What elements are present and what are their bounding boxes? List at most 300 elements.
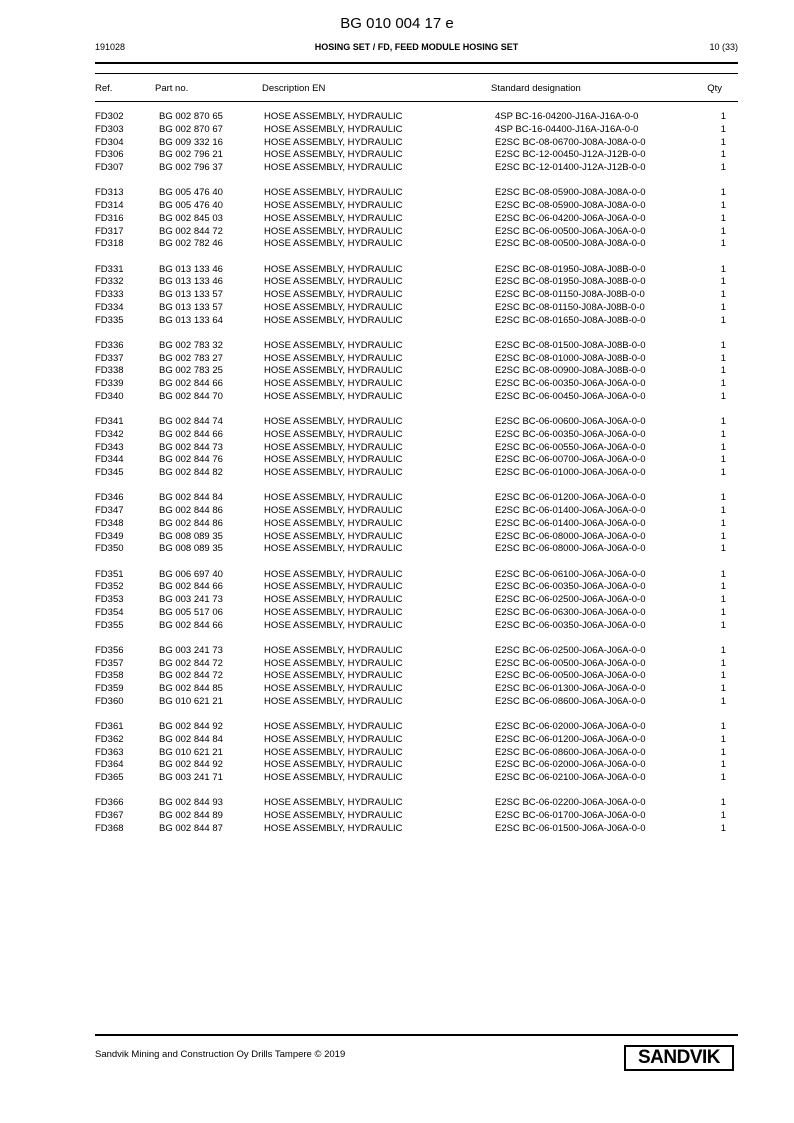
qty-cell: 1 xyxy=(720,149,726,161)
part-number-cell: BG 005 517 06 xyxy=(159,606,223,618)
description-cell: HOSE ASSEMBLY, HYDRAULIC xyxy=(264,492,403,504)
qty-cell: 1 xyxy=(720,365,726,377)
part-number-cell: BG 002 844 82 xyxy=(159,467,223,478)
column-header-top-rule xyxy=(95,73,738,74)
part-number-cell: BG 003 241 73 xyxy=(159,644,223,656)
row-group xyxy=(95,797,738,835)
qty-cell: 1 xyxy=(720,339,726,351)
ref-cell: FD362 xyxy=(95,733,124,745)
sandvik-logo: SANDVIK xyxy=(624,1045,734,1071)
description-cell: HOSE ASSEMBLY, HYDRAULIC xyxy=(264,314,403,326)
description-cell: HOSE ASSEMBLY, HYDRAULIC xyxy=(264,657,403,669)
ref-cell: FD336 xyxy=(95,339,124,351)
description-cell: HOSE ASSEMBLY, HYDRAULIC xyxy=(264,467,403,478)
ref-cell: FD345 xyxy=(95,467,124,478)
part-number-cell: BG 002 844 72 xyxy=(159,657,223,669)
ref-cell: FD364 xyxy=(95,759,124,771)
standard-designation-cell: E2SC BC-08-01950-J08A-J08B-0-0 xyxy=(495,276,646,288)
table-row xyxy=(95,594,738,607)
standard-designation-cell: E2SC BC-06-02000-J06A-J06A-0-0 xyxy=(495,721,646,732)
standard-designation-cell: E2SC BC-06-00350-J06A-J06A-0-0 xyxy=(495,581,646,593)
part-number-cell: BG 002 844 76 xyxy=(159,454,223,466)
description-cell: HOSE ASSEMBLY, HYDRAULIC xyxy=(264,200,403,211)
qty-cell: 1 xyxy=(720,619,726,631)
ref-cell: FD353 xyxy=(95,594,124,605)
qty-cell: 1 xyxy=(720,136,726,148)
ref-cell: FD347 xyxy=(95,505,124,516)
table-row xyxy=(95,442,738,455)
part-number-cell: BG 002 844 84 xyxy=(159,492,223,504)
table-row xyxy=(95,187,738,200)
description-cell: HOSE ASSEMBLY, HYDRAULIC xyxy=(264,301,403,313)
description-cell: HOSE ASSEMBLY, HYDRAULIC xyxy=(264,339,403,351)
ref-cell: FD360 xyxy=(95,695,124,707)
standard-designation-cell: E2SC BC-12-01400-J12A-J12B-0-0 xyxy=(495,162,646,173)
ref-cell: FD368 xyxy=(95,822,124,834)
ref-cell: FD344 xyxy=(95,454,124,466)
part-number-cell: BG 002 870 67 xyxy=(159,123,223,135)
table-row xyxy=(95,365,738,378)
table-row xyxy=(95,149,738,162)
standard-designation-cell: E2SC BC-06-01200-J06A-J06A-0-0 xyxy=(495,492,646,504)
part-number-cell: BG 002 844 66 xyxy=(159,619,223,631)
ref-cell: FD337 xyxy=(95,352,124,364)
standard-designation-cell: E2SC BC-08-05900-J08A-J08A-0-0 xyxy=(495,200,646,211)
ref-cell: FD306 xyxy=(95,149,124,161)
standard-designation-cell: E2SC BC-08-01150-J08A-J08B-0-0 xyxy=(495,301,645,313)
qty-cell: 1 xyxy=(720,352,726,364)
qty-cell: 1 xyxy=(720,606,726,618)
part-number-cell: BG 002 844 86 xyxy=(159,517,223,529)
standard-designation-cell: E2SC BC-06-01400-J06A-J06A-0-0 xyxy=(495,517,646,529)
ref-cell: FD349 xyxy=(95,530,124,542)
part-number-cell: BG 002 844 87 xyxy=(159,822,223,834)
qty-cell: 1 xyxy=(720,530,726,542)
qty-cell: 1 xyxy=(720,644,726,656)
row-group xyxy=(95,569,738,633)
row-group xyxy=(95,264,738,328)
description-cell: HOSE ASSEMBLY, HYDRAULIC xyxy=(264,263,403,275)
description-cell: HOSE ASSEMBLY, HYDRAULIC xyxy=(264,378,403,389)
table-row xyxy=(95,467,738,480)
description-cell: HOSE ASSEMBLY, HYDRAULIC xyxy=(264,225,403,237)
qty-cell: 1 xyxy=(720,683,726,694)
part-number-cell: BG 006 697 40 xyxy=(159,568,223,580)
ref-cell: FD363 xyxy=(95,746,124,758)
standard-designation-cell: E2SC BC-06-00350-J06A-J06A-0-0 xyxy=(495,378,646,389)
standard-designation-cell: E2SC BC-06-00550-J06A-J06A-0-0 xyxy=(495,441,646,453)
description-cell: HOSE ASSEMBLY, HYDRAULIC xyxy=(264,810,403,821)
ref-cell: FD358 xyxy=(95,670,124,682)
description-cell: HOSE ASSEMBLY, HYDRAULIC xyxy=(264,276,403,288)
description-cell: HOSE ASSEMBLY, HYDRAULIC xyxy=(264,136,403,148)
qty-cell: 1 xyxy=(720,162,726,173)
qty-cell: 1 xyxy=(720,733,726,745)
qty-cell: 1 xyxy=(720,212,726,224)
qty-cell: 1 xyxy=(720,543,726,555)
row-group xyxy=(95,721,738,785)
qty-cell: 1 xyxy=(720,390,726,402)
description-cell: HOSE ASSEMBLY, HYDRAULIC xyxy=(264,517,403,529)
ref-cell: FD365 xyxy=(95,772,124,783)
standard-designation-cell: E2SC BC-06-06300-J06A-J06A-0-0 xyxy=(495,606,646,618)
part-number-cell: BG 002 844 74 xyxy=(159,416,223,427)
table-row xyxy=(95,658,738,671)
document-title: HOSING SET / FD, FEED MODULE HOSING SET xyxy=(314,42,519,52)
footer-rule xyxy=(95,1034,738,1036)
description-cell: HOSE ASSEMBLY, HYDRAULIC xyxy=(264,212,403,224)
column-header-qty: Qty xyxy=(707,83,722,94)
qty-cell: 1 xyxy=(720,276,726,288)
qty-cell: 1 xyxy=(720,797,726,809)
table-row xyxy=(95,340,738,353)
description-cell: HOSE ASSEMBLY, HYDRAULIC xyxy=(264,594,403,605)
parts-table xyxy=(95,111,738,848)
qty-cell: 1 xyxy=(720,759,726,771)
table-row xyxy=(95,531,738,544)
table-row xyxy=(95,683,738,696)
standard-designation-cell: E2SC BC-08-01000-J08A-J08B-0-0 xyxy=(495,352,646,364)
table-row xyxy=(95,759,738,772)
standard-designation-cell: 4SP BC-16-04200-J16A-J16A-0-0 xyxy=(495,111,639,122)
ref-cell: FD355 xyxy=(95,619,124,631)
row-group xyxy=(95,340,738,404)
qty-cell: 1 xyxy=(720,467,726,478)
footer-copyright: Sandvik Mining and Construction Oy Drills Tampere © 2019 xyxy=(95,1049,346,1060)
part-number-cell: BG 002 844 84 xyxy=(159,733,223,745)
table-row xyxy=(95,670,738,683)
standard-designation-cell: E2SC BC-06-00350-J06A-J06A-0-0 xyxy=(495,428,646,440)
table-row xyxy=(95,747,738,760)
description-cell: HOSE ASSEMBLY, HYDRAULIC xyxy=(264,416,403,427)
ref-cell: FD342 xyxy=(95,428,124,440)
table-row xyxy=(95,797,738,810)
ref-cell: FD318 xyxy=(95,238,124,250)
description-cell: HOSE ASSEMBLY, HYDRAULIC xyxy=(264,644,403,656)
qty-cell: 1 xyxy=(720,772,726,783)
part-number-cell: BG 002 844 93 xyxy=(159,797,223,809)
part-number-cell: BG 002 796 37 xyxy=(159,162,223,173)
row-group xyxy=(95,645,738,709)
ref-cell: FD333 xyxy=(95,289,124,300)
standard-designation-cell: E2SC BC-08-00900-J08A-J08B-0-0 xyxy=(495,365,646,377)
qty-cell: 1 xyxy=(720,187,726,199)
description-cell: HOSE ASSEMBLY, HYDRAULIC xyxy=(264,454,403,466)
standard-designation-cell: E2SC BC-06-08600-J06A-J06A-0-0 xyxy=(495,695,646,707)
description-cell: HOSE ASSEMBLY, HYDRAULIC xyxy=(264,352,403,364)
ref-cell: FD359 xyxy=(95,683,124,694)
description-cell: HOSE ASSEMBLY, HYDRAULIC xyxy=(264,772,403,783)
part-number-cell: BG 002 783 32 xyxy=(159,339,223,351)
description-cell: HOSE ASSEMBLY, HYDRAULIC xyxy=(264,530,403,542)
description-cell: HOSE ASSEMBLY, HYDRAULIC xyxy=(264,733,403,745)
ref-cell: FD341 xyxy=(95,416,124,427)
part-number-cell: BG 005 476 40 xyxy=(159,200,223,211)
part-number-cell: BG 002 844 85 xyxy=(159,683,223,694)
part-number-cell: BG 013 133 64 xyxy=(159,314,223,326)
description-cell: HOSE ASSEMBLY, HYDRAULIC xyxy=(264,441,403,453)
qty-cell: 1 xyxy=(720,670,726,682)
part-number-cell: BG 002 796 21 xyxy=(159,149,223,161)
standard-designation-cell: E2SC BC-12-00450-J12A-J12B-0-0 xyxy=(495,149,646,161)
qty-cell: 1 xyxy=(720,721,726,732)
standard-designation-cell: 4SP BC-16-04400-J16A-J16A-0-0 xyxy=(495,123,639,135)
ref-cell: FD304 xyxy=(95,136,124,148)
standard-designation-cell: E2SC BC-06-01300-J06A-J06A-0-0 xyxy=(495,683,646,694)
description-cell: HOSE ASSEMBLY, HYDRAULIC xyxy=(264,123,403,135)
table-row xyxy=(95,137,738,150)
table-row xyxy=(95,645,738,658)
qty-cell: 1 xyxy=(720,505,726,516)
part-number-cell: BG 003 241 71 xyxy=(159,772,223,783)
standard-designation-cell: E2SC BC-06-00700-J06A-J06A-0-0 xyxy=(495,454,646,466)
standard-designation-cell: E2SC BC-08-00500-J08A-J08A-0-0 xyxy=(495,238,646,250)
description-cell: HOSE ASSEMBLY, HYDRAULIC xyxy=(264,238,403,250)
part-number-cell: BG 003 241 73 xyxy=(159,594,223,605)
standard-designation-cell: E2SC BC-06-04200-J06A-J06A-0-0 xyxy=(495,212,646,224)
description-cell: HOSE ASSEMBLY, HYDRAULIC xyxy=(264,581,403,593)
table-row xyxy=(95,607,738,620)
ref-cell: FD338 xyxy=(95,365,124,377)
part-number-cell: BG 002 844 73 xyxy=(159,441,223,453)
ref-cell: FD339 xyxy=(95,378,124,389)
qty-cell: 1 xyxy=(720,314,726,326)
description-cell: HOSE ASSEMBLY, HYDRAULIC xyxy=(264,428,403,440)
document-date: 191028 xyxy=(95,42,126,52)
qty-cell: 1 xyxy=(720,200,726,211)
table-row xyxy=(95,378,738,391)
table-row xyxy=(95,111,738,124)
table-row xyxy=(95,124,738,137)
qty-cell: 1 xyxy=(720,517,726,529)
standard-designation-cell: E2SC BC-08-06700-J08A-J08A-0-0 xyxy=(495,136,646,148)
part-number-cell: BG 008 089 35 xyxy=(159,530,223,542)
table-row xyxy=(95,200,738,213)
ref-cell: FD356 xyxy=(95,644,124,656)
ref-cell: FD343 xyxy=(95,441,124,453)
row-group xyxy=(95,111,738,175)
description-cell: HOSE ASSEMBLY, HYDRAULIC xyxy=(264,568,403,580)
column-header-part-no: Part no. xyxy=(155,83,189,94)
row-group xyxy=(95,492,738,556)
description-cell: HOSE ASSEMBLY, HYDRAULIC xyxy=(264,505,403,516)
description-cell: HOSE ASSEMBLY, HYDRAULIC xyxy=(264,289,403,300)
row-group xyxy=(95,187,738,251)
table-row xyxy=(95,302,738,315)
table-row xyxy=(95,162,738,175)
standard-designation-cell: E2SC BC-06-01000-J06A-J06A-0-0 xyxy=(495,467,646,478)
qty-cell: 1 xyxy=(720,123,726,135)
standard-designation-cell: E2SC BC-06-00350-J06A-J06A-0-0 xyxy=(495,619,646,631)
ref-cell: FD314 xyxy=(95,200,124,211)
part-number-cell: BG 013 133 57 xyxy=(159,301,223,313)
part-number-cell: BG 005 476 40 xyxy=(159,187,223,199)
qty-cell: 1 xyxy=(720,441,726,453)
part-number-cell: BG 002 844 66 xyxy=(159,428,223,440)
qty-cell: 1 xyxy=(720,581,726,593)
ref-cell: FD350 xyxy=(95,543,124,555)
table-row xyxy=(95,429,738,442)
qty-cell: 1 xyxy=(720,289,726,300)
description-cell: HOSE ASSEMBLY, HYDRAULIC xyxy=(264,187,403,199)
part-number-cell: BG 008 089 35 xyxy=(159,543,223,555)
ref-cell: FD361 xyxy=(95,721,124,732)
standard-designation-cell: E2SC BC-06-00500-J06A-J06A-0-0 xyxy=(495,657,646,669)
standard-designation-cell: E2SC BC-08-01650-J08A-J08B-0-0 xyxy=(495,314,646,326)
table-row xyxy=(95,581,738,594)
table-row xyxy=(95,823,738,836)
table-row xyxy=(95,454,738,467)
description-cell: HOSE ASSEMBLY, HYDRAULIC xyxy=(264,111,403,122)
description-cell: HOSE ASSEMBLY, HYDRAULIC xyxy=(264,721,403,732)
ref-cell: FD335 xyxy=(95,314,124,326)
description-cell: HOSE ASSEMBLY, HYDRAULIC xyxy=(264,619,403,631)
page-number: 10 (33) xyxy=(709,42,738,52)
ref-cell: FD340 xyxy=(95,390,124,402)
part-number-cell: BG 002 844 72 xyxy=(159,225,223,237)
part-number-cell: BG 002 844 92 xyxy=(159,721,223,732)
row-group xyxy=(95,416,738,480)
part-number-cell: BG 002 844 72 xyxy=(159,670,223,682)
standard-designation-cell: E2SC BC-08-01500-J08A-J08B-0-0 xyxy=(495,339,646,351)
table-row xyxy=(95,543,738,556)
qty-cell: 1 xyxy=(720,428,726,440)
ref-cell: FD331 xyxy=(95,263,124,275)
description-cell: HOSE ASSEMBLY, HYDRAULIC xyxy=(264,797,403,809)
table-row xyxy=(95,213,738,226)
table-row xyxy=(95,569,738,582)
ref-cell: FD352 xyxy=(95,581,124,593)
description-cell: HOSE ASSEMBLY, HYDRAULIC xyxy=(264,365,403,377)
table-row xyxy=(95,315,738,328)
part-number-cell: BG 002 845 03 xyxy=(159,212,223,224)
document-number: BG 010 004 17 e xyxy=(340,15,454,32)
standard-designation-cell: E2SC BC-08-01150-J08A-J08B-0-0 xyxy=(495,289,645,300)
qty-cell: 1 xyxy=(720,111,726,122)
ref-cell: FD348 xyxy=(95,517,124,529)
qty-cell: 1 xyxy=(720,568,726,580)
part-number-cell: BG 013 133 57 xyxy=(159,289,223,300)
table-row xyxy=(95,505,738,518)
standard-designation-cell: E2SC BC-06-08000-J06A-J06A-0-0 xyxy=(495,543,646,555)
qty-cell: 1 xyxy=(720,263,726,275)
table-row xyxy=(95,492,738,505)
column-header-description: Description EN xyxy=(262,83,326,94)
ref-cell: FD313 xyxy=(95,187,124,199)
table-row xyxy=(95,772,738,785)
ref-cell: FD302 xyxy=(95,111,124,122)
part-number-cell: BG 009 332 16 xyxy=(159,136,223,148)
qty-cell: 1 xyxy=(720,594,726,605)
table-row xyxy=(95,264,738,277)
part-number-cell: BG 010 621 21 xyxy=(159,746,223,758)
standard-designation-cell: E2SC BC-06-02100-J06A-J06A-0-0 xyxy=(495,772,646,783)
standard-designation-cell: E2SC BC-06-00450-J06A-J06A-0-0 xyxy=(495,390,646,402)
description-cell: HOSE ASSEMBLY, HYDRAULIC xyxy=(264,759,403,771)
table-row xyxy=(95,696,738,709)
ref-cell: FD346 xyxy=(95,492,124,504)
standard-designation-cell: E2SC BC-06-01700-J06A-J06A-0-0 xyxy=(495,810,646,821)
ref-cell: FD334 xyxy=(95,301,124,313)
description-cell: HOSE ASSEMBLY, HYDRAULIC xyxy=(264,606,403,618)
part-number-cell: BG 002 844 66 xyxy=(159,581,223,593)
part-number-cell: BG 010 621 21 xyxy=(159,695,223,707)
part-number-cell: BG 002 783 27 xyxy=(159,352,223,364)
description-cell: HOSE ASSEMBLY, HYDRAULIC xyxy=(264,695,403,707)
ref-cell: FD351 xyxy=(95,568,124,580)
description-cell: HOSE ASSEMBLY, HYDRAULIC xyxy=(264,390,403,402)
description-cell: HOSE ASSEMBLY, HYDRAULIC xyxy=(264,670,403,682)
qty-cell: 1 xyxy=(720,695,726,707)
description-cell: HOSE ASSEMBLY, HYDRAULIC xyxy=(264,746,403,758)
header-rule xyxy=(95,62,738,64)
part-number-cell: BG 002 870 65 xyxy=(159,111,223,122)
description-cell: HOSE ASSEMBLY, HYDRAULIC xyxy=(264,149,403,161)
standard-designation-cell: E2SC BC-06-00500-J06A-J06A-0-0 xyxy=(495,670,646,682)
part-number-cell: BG 002 783 25 xyxy=(159,365,223,377)
table-row xyxy=(95,721,738,734)
column-header-bottom-rule xyxy=(95,101,738,102)
ref-cell: FD357 xyxy=(95,657,124,669)
part-number-cell: BG 002 844 66 xyxy=(159,378,223,389)
standard-designation-cell: E2SC BC-06-01500-J06A-J06A-0-0 xyxy=(495,822,646,834)
part-number-cell: BG 013 133 46 xyxy=(159,276,223,288)
standard-designation-cell: E2SC BC-06-08000-J06A-J06A-0-0 xyxy=(495,530,646,542)
standard-designation-cell: E2SC BC-08-01950-J08A-J08B-0-0 xyxy=(495,263,646,275)
qty-cell: 1 xyxy=(720,225,726,237)
ref-cell: FD354 xyxy=(95,606,124,618)
table-row xyxy=(95,734,738,747)
description-cell: HOSE ASSEMBLY, HYDRAULIC xyxy=(264,822,403,834)
table-row xyxy=(95,810,738,823)
ref-cell: FD303 xyxy=(95,123,124,135)
table-row xyxy=(95,416,738,429)
ref-cell: FD366 xyxy=(95,797,124,809)
table-row xyxy=(95,620,738,633)
ref-cell: FD316 xyxy=(95,212,124,224)
part-number-cell: BG 002 844 89 xyxy=(159,810,223,821)
part-number-cell: BG 013 133 46 xyxy=(159,263,223,275)
qty-cell: 1 xyxy=(720,657,726,669)
part-number-cell: BG 002 844 86 xyxy=(159,505,223,516)
table-row xyxy=(95,276,738,289)
qty-cell: 1 xyxy=(720,301,726,313)
qty-cell: 1 xyxy=(720,238,726,250)
standard-designation-cell: E2SC BC-06-02500-J06A-J06A-0-0 xyxy=(495,644,646,656)
standard-designation-cell: E2SC BC-06-02200-J06A-J06A-0-0 xyxy=(495,797,646,809)
description-cell: HOSE ASSEMBLY, HYDRAULIC xyxy=(264,543,403,555)
standard-designation-cell: E2SC BC-06-00500-J06A-J06A-0-0 xyxy=(495,225,646,237)
qty-cell: 1 xyxy=(720,454,726,466)
ref-cell: FD307 xyxy=(95,162,124,173)
column-header-standard-designation: Standard designation xyxy=(491,83,581,94)
standard-designation-cell: E2SC BC-06-02000-J06A-J06A-0-0 xyxy=(495,759,646,771)
column-header-ref: Ref. xyxy=(95,83,113,94)
standard-designation-cell: E2SC BC-06-02500-J06A-J06A-0-0 xyxy=(495,594,646,605)
part-number-cell: BG 002 782 46 xyxy=(159,238,223,250)
qty-cell: 1 xyxy=(720,416,726,427)
description-cell: HOSE ASSEMBLY, HYDRAULIC xyxy=(264,683,403,694)
ref-cell: FD317 xyxy=(95,225,124,237)
standard-designation-cell: E2SC BC-08-05900-J08A-J08A-0-0 xyxy=(495,187,646,199)
description-cell: HOSE ASSEMBLY, HYDRAULIC xyxy=(264,162,403,173)
standard-designation-cell: E2SC BC-06-08600-J06A-J06A-0-0 xyxy=(495,746,646,758)
part-number-cell: BG 002 844 70 xyxy=(159,390,223,402)
standard-designation-cell: E2SC BC-06-00600-J06A-J06A-0-0 xyxy=(495,416,646,427)
standard-designation-cell: E2SC BC-06-01200-J06A-J06A-0-0 xyxy=(495,733,646,745)
qty-cell: 1 xyxy=(720,492,726,504)
ref-cell: FD332 xyxy=(95,276,124,288)
